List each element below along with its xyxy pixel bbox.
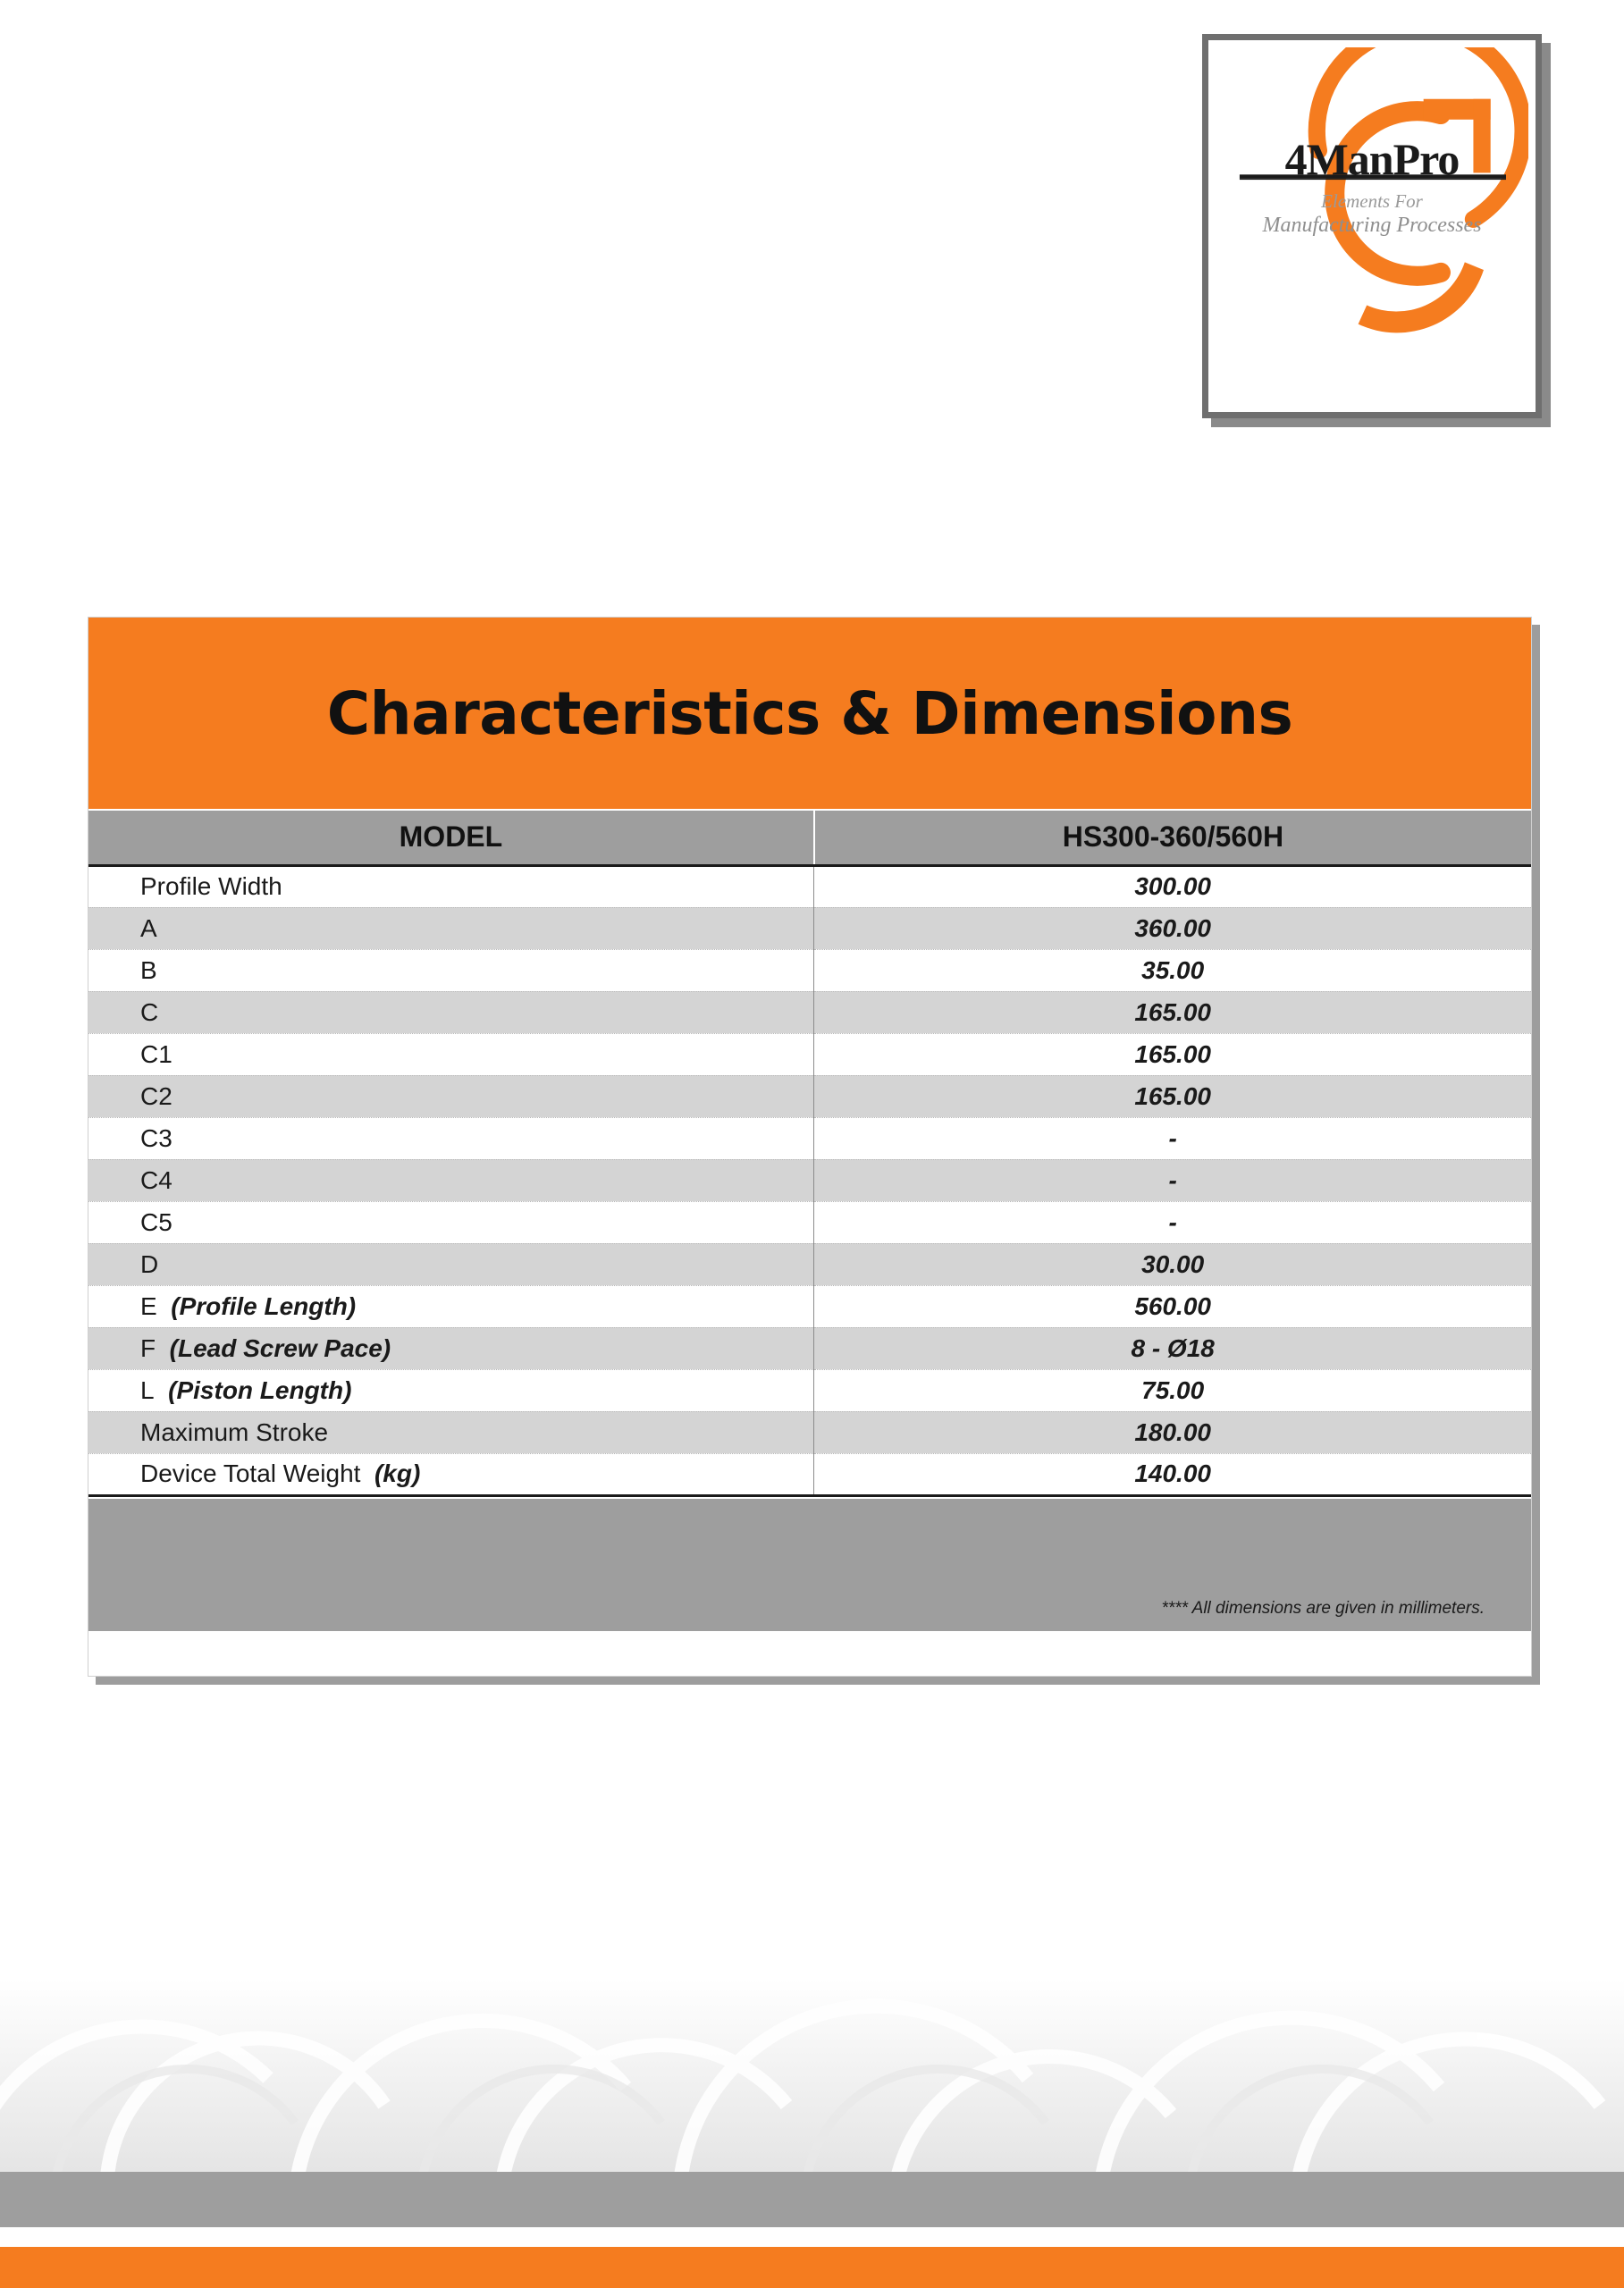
page-title: Characteristics & Dimensions <box>326 678 1293 748</box>
logo-canvas <box>1216 47 1528 405</box>
row-value: 165.00 <box>814 991 1531 1033</box>
table-row <box>88 1201 1531 1243</box>
table-row <box>88 949 1531 991</box>
logo-tagline-line1: Elements For <box>1321 190 1423 212</box>
row-label: C2 <box>88 1075 814 1117</box>
table-row <box>88 1117 1531 1159</box>
table-header-row <box>88 810 1531 865</box>
table-row <box>88 1453 1531 1495</box>
logo-tagline-line2: Manufacturing Processes <box>1262 214 1482 237</box>
row-label: Maximum Stroke <box>88 1411 814 1453</box>
table-row <box>88 1327 1531 1369</box>
row-value: 140.00 <box>814 1453 1531 1495</box>
row-value: 75.00 <box>814 1369 1531 1411</box>
row-label: C4 <box>88 1159 814 1201</box>
specifications-table <box>88 809 1531 1497</box>
footer-white-gap <box>0 2227 1624 2247</box>
table-row <box>88 1243 1531 1285</box>
table-row <box>88 907 1531 949</box>
table-row <box>88 865 1531 907</box>
row-value: - <box>814 1117 1531 1159</box>
table-row <box>88 1285 1531 1327</box>
row-label: D <box>88 1243 814 1285</box>
card-footer <box>88 1497 1531 1631</box>
row-value: 35.00 <box>814 949 1531 991</box>
row-value: 30.00 <box>814 1243 1531 1285</box>
footnote-text: **** All dimensions are given in millimeters. <box>1161 1598 1485 1618</box>
specification-card <box>88 617 1540 1685</box>
table-row <box>88 1075 1531 1117</box>
card-title-bar <box>88 618 1531 809</box>
footer-swirl-graphic <box>0 1980 1624 2185</box>
row-label: F (Lead Screw Pace) <box>88 1327 814 1369</box>
row-label: C3 <box>88 1117 814 1159</box>
logo-brand-text: 4ManPro <box>1284 134 1460 184</box>
column-header-value: HS300-360/560H <box>814 810 1531 865</box>
row-label: Profile Width <box>88 865 814 907</box>
table-row <box>88 1159 1531 1201</box>
row-label: C1 <box>88 1033 814 1075</box>
logo-block <box>1202 34 1551 427</box>
row-label: Device Total Weight (kg) <box>88 1453 814 1495</box>
row-value: - <box>814 1159 1531 1201</box>
footer-orange-bar <box>0 2247 1624 2288</box>
row-value: 165.00 <box>814 1075 1531 1117</box>
table-body <box>88 865 1531 1495</box>
table-row <box>88 1033 1531 1075</box>
card-body <box>88 617 1532 1677</box>
logo-frame <box>1202 34 1542 418</box>
row-label: B <box>88 949 814 991</box>
row-label: E (Profile Length) <box>88 1285 814 1327</box>
table-row <box>88 1411 1531 1453</box>
row-value: 360.00 <box>814 907 1531 949</box>
row-value: 560.00 <box>814 1285 1531 1327</box>
row-value: 180.00 <box>814 1411 1531 1453</box>
row-value: 165.00 <box>814 1033 1531 1075</box>
row-value: - <box>814 1201 1531 1243</box>
table-row <box>88 1369 1531 1411</box>
row-label: A <box>88 907 814 949</box>
row-label: L (Piston Length) <box>88 1369 814 1411</box>
table-row <box>88 991 1531 1033</box>
row-value: 8 - Ø18 <box>814 1327 1531 1369</box>
row-value: 300.00 <box>814 865 1531 907</box>
footer-grey-bar <box>0 2172 1624 2227</box>
row-label: C5 <box>88 1201 814 1243</box>
row-label: C <box>88 991 814 1033</box>
footer-decoration <box>0 1980 1624 2288</box>
column-header-model: MODEL <box>88 810 814 865</box>
